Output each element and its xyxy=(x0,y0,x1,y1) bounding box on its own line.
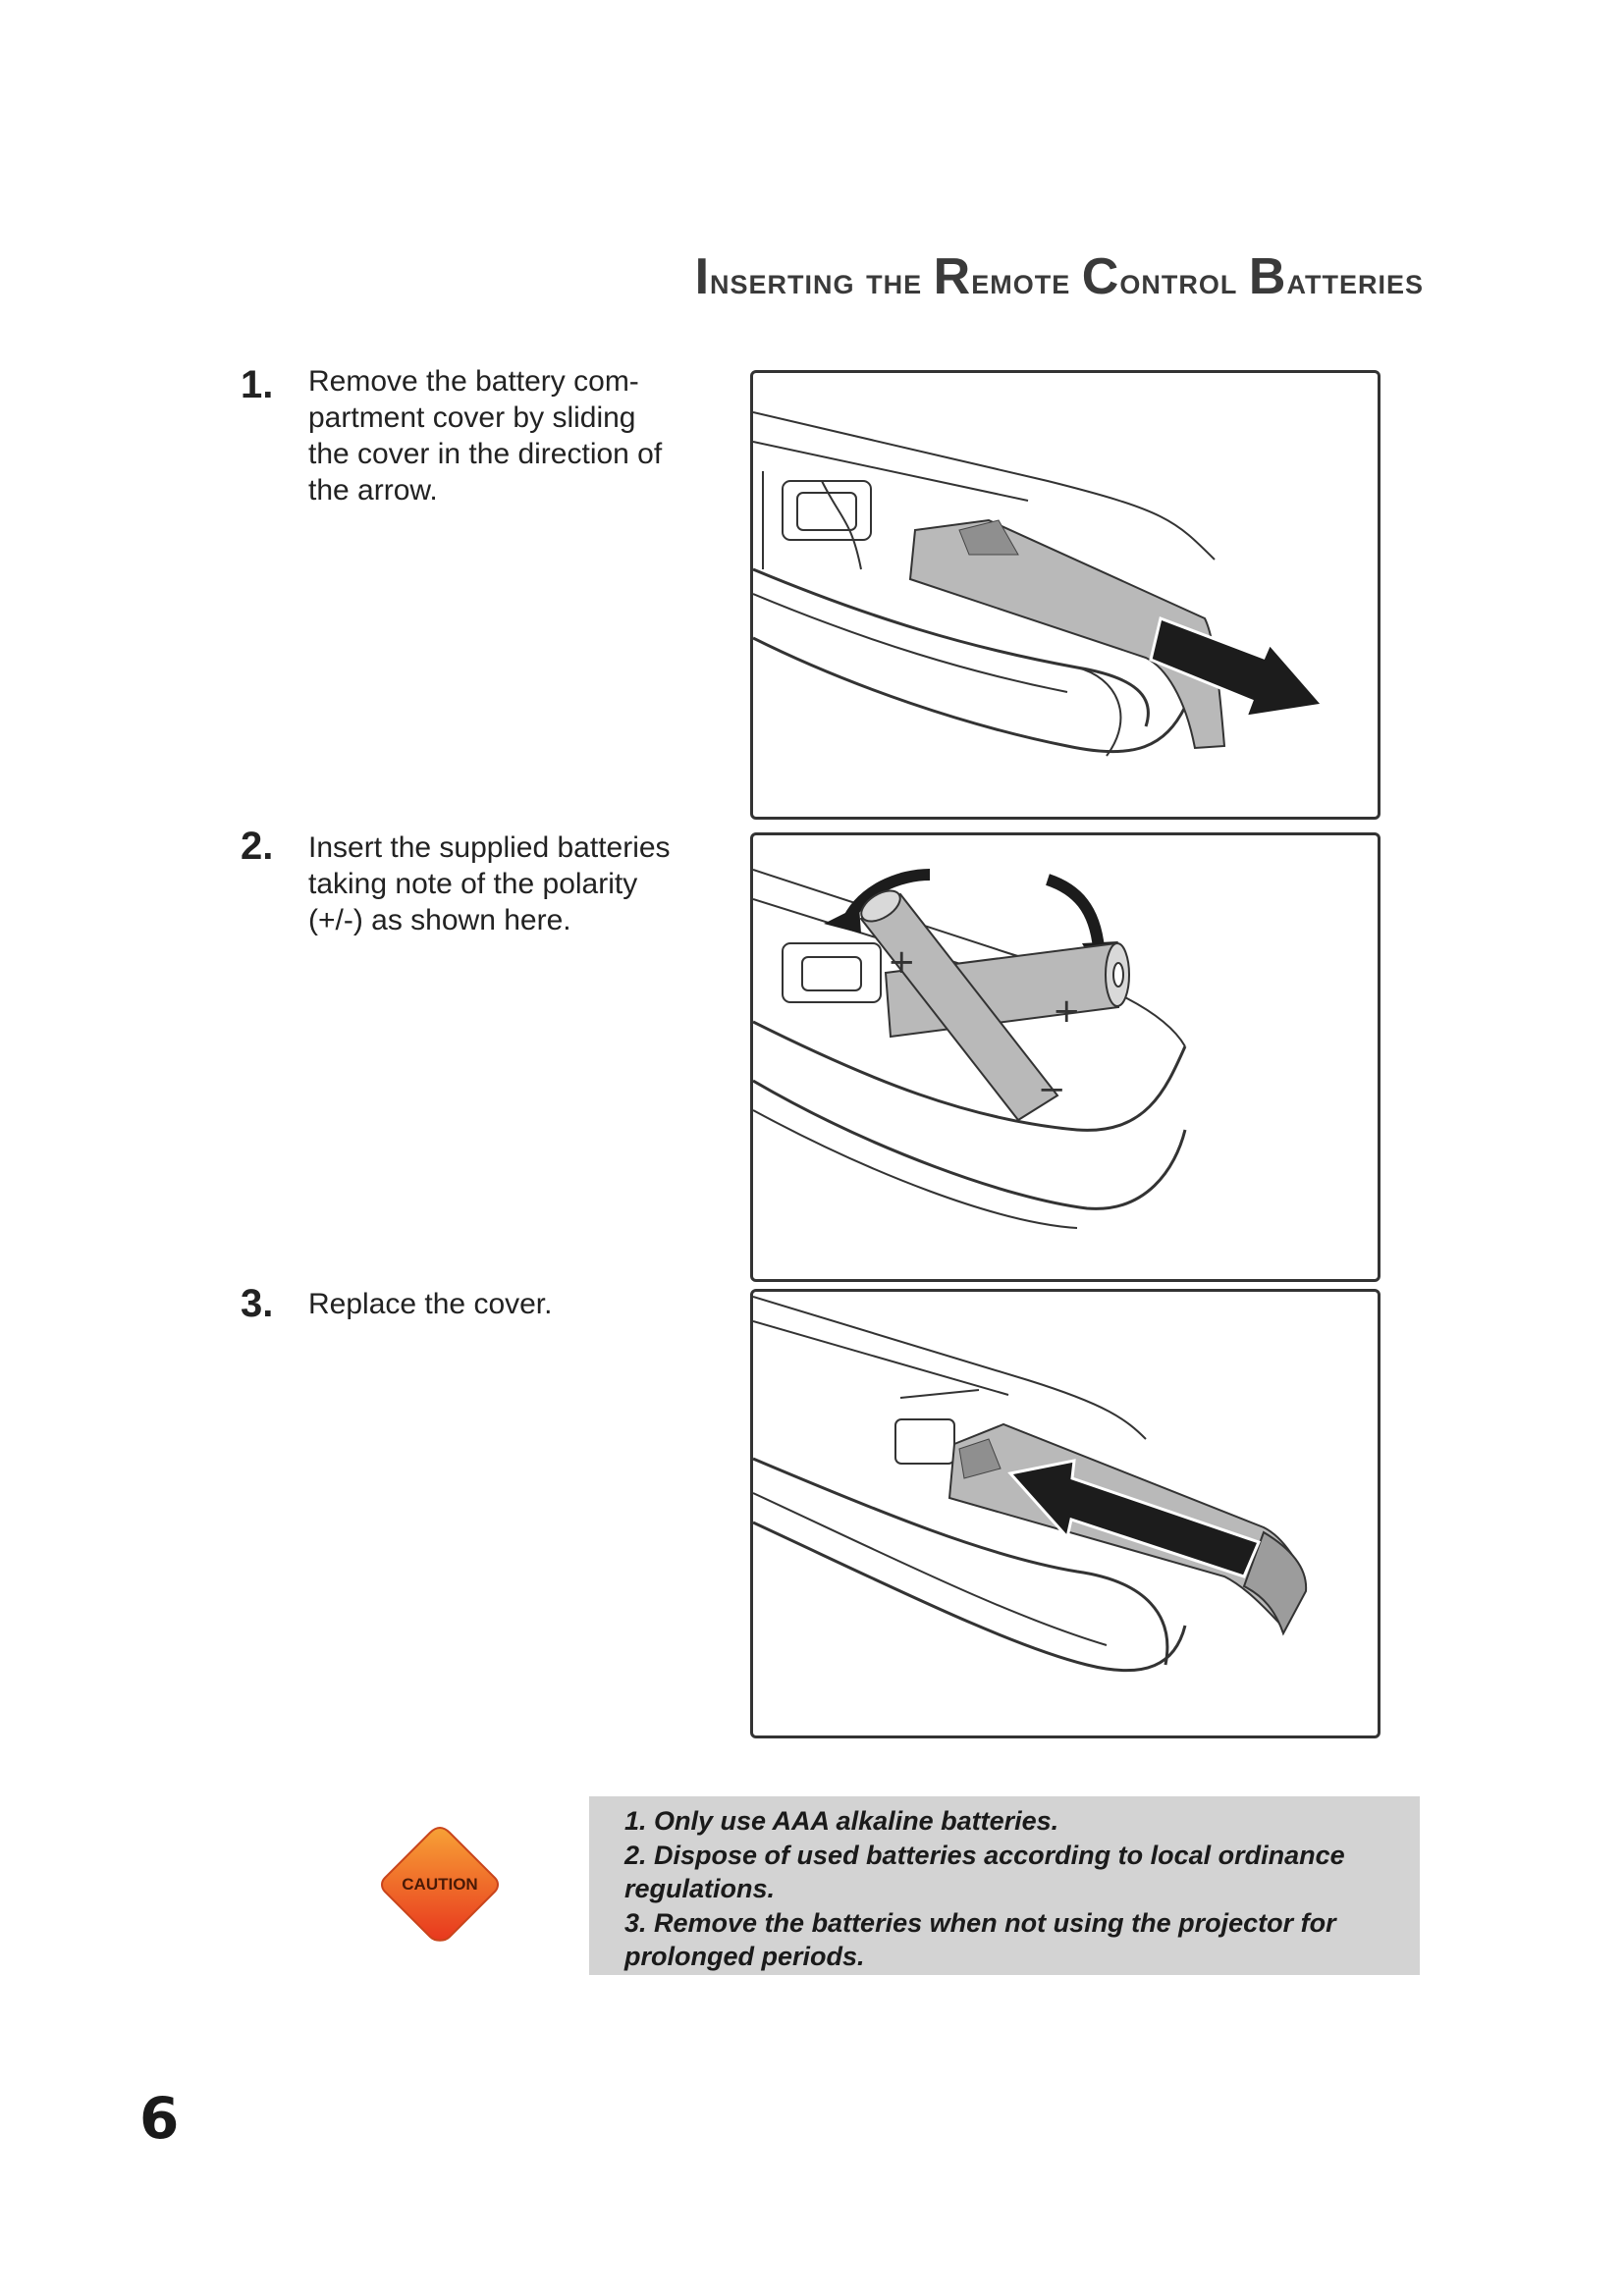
note-1: 1. Only use AAA alkaline batteries. xyxy=(624,1806,1059,1836)
figure-insert-batteries xyxy=(750,832,1380,1282)
step-3-text: Replace the cover. xyxy=(308,1288,553,1320)
battery-insertion-illustration xyxy=(753,835,1378,1279)
note-2-cont: regulations. xyxy=(624,1874,776,1903)
note-2: 2. Dispose of used batteries according to local ordinance xyxy=(624,1840,1345,1870)
caution-icon xyxy=(376,1824,504,1946)
caution-notes xyxy=(589,1796,1420,1975)
caution-icon-label: CAUTION xyxy=(402,1875,478,1894)
page-number: 6 xyxy=(139,2085,180,2152)
slide-out-arrow xyxy=(1151,618,1323,717)
polarity-plus-right: + xyxy=(1053,991,1081,1031)
step-3-number: 3. xyxy=(241,1282,274,1325)
polarity-minus: − xyxy=(1038,1070,1066,1109)
note-3: 3. Remove the batteries when not using the projector for xyxy=(624,1907,1336,1938)
rotate-arrow-right xyxy=(1048,880,1099,948)
note-3-cont: prolonged periods. xyxy=(624,1942,865,1971)
remote-cover-removal-illustration xyxy=(753,373,1378,817)
polarity-plus-top: + xyxy=(888,942,916,982)
page-title: Inserting the Remote Control Batteries xyxy=(694,248,1424,305)
step-1-text: Remove the battery com- partment cover by sliding the cover in the direction of the arrow. xyxy=(308,365,663,507)
step-2-number: 2. xyxy=(241,825,274,868)
figure-remove-cover xyxy=(750,370,1380,820)
step-1-number: 1. xyxy=(241,363,274,406)
step-2-text: Insert the supplied batteries taking note of the polarity (+/-) as shown here. xyxy=(308,831,671,936)
figure-replace-cover xyxy=(750,1289,1380,1738)
remote-cover-replace-illustration xyxy=(753,1292,1378,1735)
